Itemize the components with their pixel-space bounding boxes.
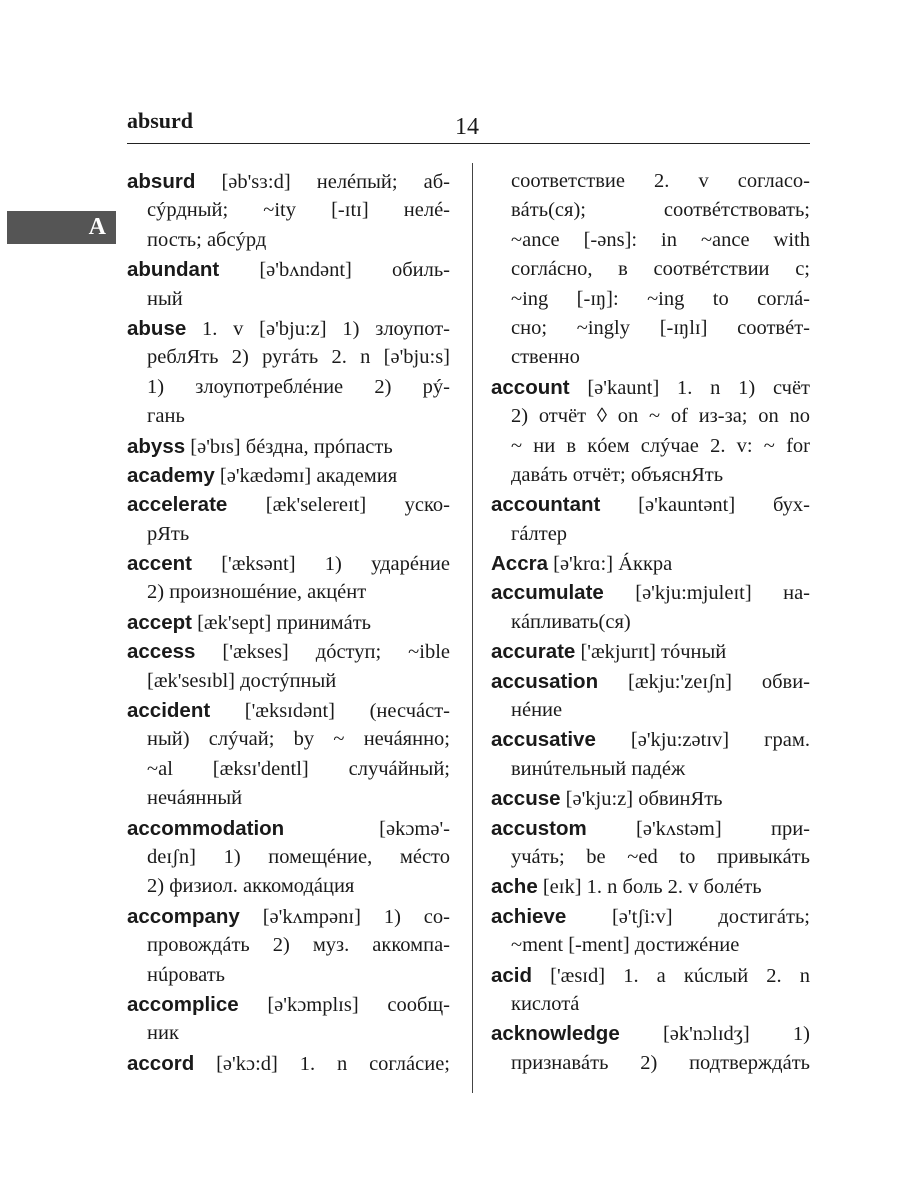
dictionary-continuation-line <box>127 226 450 255</box>
dictionary-entry-line <box>491 1019 810 1048</box>
entry-text: 2) физиол. аккомодáция <box>147 875 355 898</box>
right-column <box>491 167 810 1078</box>
entry-text: ['æsɪd] 1. a кúслый 2. n <box>532 964 810 987</box>
headword: achieve <box>491 904 567 928</box>
headword: accusative <box>491 728 596 752</box>
dictionary-entry-line <box>127 255 450 284</box>
entry-text: [ə'kædəmɪ] академия <box>214 464 398 487</box>
dictionary-entry-line <box>491 637 810 666</box>
dictionary-continuation-line <box>491 696 810 725</box>
entry-text: соответствие 2. v согласо- <box>511 170 810 192</box>
column-divider <box>472 163 473 1093</box>
headword: accompany <box>127 904 240 928</box>
dictionary-continuation-line <box>491 314 810 343</box>
thumb-index-tab: A <box>7 211 116 244</box>
dictionary-entry-line <box>491 373 810 402</box>
headword: access <box>127 640 196 664</box>
headword: acknowledge <box>491 1022 620 1046</box>
dictionary-continuation-line <box>127 755 450 784</box>
headword: accent <box>127 552 192 576</box>
entry-text: ['ækjurɪt] тóчный <box>575 641 727 664</box>
dictionary-continuation-line <box>491 755 810 784</box>
dictionary-entry-line <box>127 902 450 931</box>
entry-text: ственно <box>511 346 580 369</box>
entry-text: [ə'kju:mjuleɪt] на- <box>603 582 810 605</box>
headword: accountant <box>491 493 601 517</box>
entry-text: ['ækses] дóступ; ~ible <box>195 641 450 664</box>
page-number: 14 <box>455 114 479 140</box>
entry-text: [əkɔmə'- <box>284 817 450 840</box>
dictionary-continuation-line <box>127 1019 450 1048</box>
entry-text: учáть; be ~ed to привыкáть <box>511 845 810 868</box>
entry-text: [ə'kauntənt] бух- <box>600 494 810 517</box>
entry-text: ~ ни в кóем слýчае 2. v: ~ for <box>511 434 810 457</box>
entry-text: ~ing [-ɪŋ]: ~ing to соглá- <box>511 287 810 310</box>
entry-text: 2) произношéние, акцéнт <box>147 581 367 604</box>
dictionary-entry-line <box>491 872 810 901</box>
dictionary-continuation-line <box>491 285 810 314</box>
entry-text: 1. v [ə'bju:z] 1) злоупот- <box>186 317 450 340</box>
entry-text: [ə'bʌndənt] обиль- <box>219 259 450 282</box>
headword: abuse <box>127 316 187 340</box>
entry-text: пость; абсýрд <box>147 228 267 251</box>
entry-text: [ək'nɔlɪdʒ] 1) <box>619 1023 810 1046</box>
dictionary-continuation-line <box>127 578 450 607</box>
dictionary-continuation-line <box>491 990 810 1019</box>
entry-text: [ə'kʌmpənɪ] 1) со- <box>239 905 450 928</box>
dictionary-continuation-line <box>127 373 450 402</box>
dictionary-entry-line <box>491 784 810 813</box>
dictionary-continuation-line <box>491 608 810 637</box>
entry-text: сýрдный; ~ity [-ɪtɪ] нелé- <box>147 199 450 222</box>
entry-text: кáпливать(ся) <box>511 610 631 633</box>
dictionary-continuation-line <box>491 226 810 255</box>
entry-text: [əb'sɜ:d] нелéпый; аб- <box>195 171 450 193</box>
entry-text: 1) злоупотреблéние 2) рý- <box>147 375 450 398</box>
running-head-guide-word: absurd <box>127 108 194 133</box>
entry-text: вáть(ся); соотвéтствовать; <box>511 199 810 222</box>
headword: Accra <box>491 552 548 576</box>
entry-text: ный <box>147 287 183 310</box>
entry-text: [eɪk] 1. n боль 2. v болéть <box>537 876 762 899</box>
dictionary-entry-line <box>127 461 450 490</box>
headword: account <box>491 375 570 399</box>
dictionary-continuation-line <box>127 285 450 314</box>
dictionary-continuation-line <box>491 461 810 490</box>
dictionary-entry-line <box>127 549 450 578</box>
entry-text: давáть отчёт; объяснЯть <box>511 463 724 486</box>
entry-text: [ə'kju:z] обвинЯть <box>560 788 723 811</box>
headword: accumulate <box>491 581 604 605</box>
entry-text: гань <box>147 405 185 428</box>
dictionary-continuation-line <box>491 402 810 431</box>
headword: accelerate <box>127 493 228 517</box>
dictionary-continuation-line <box>491 432 810 461</box>
dictionary-continuation-line <box>491 520 810 549</box>
dictionary-entry-line <box>127 1049 450 1078</box>
entry-text: соглáсно, в соотвéтствии с; <box>511 258 810 281</box>
headword: accustom <box>491 816 587 840</box>
headword: accept <box>127 610 192 634</box>
entry-text: признавáть 2) подтверждáть <box>511 1051 810 1074</box>
entry-text: нечáянный <box>147 787 243 810</box>
dictionary-entry-line <box>127 432 450 461</box>
entry-text: [ækju:'zeɪʃn] обви- <box>598 670 810 693</box>
headword: accord <box>127 1051 195 1075</box>
dictionary-continuation-line <box>491 931 810 960</box>
entry-text: ~al [æksɪ'dentl] случáйный; <box>147 757 450 780</box>
entry-text: deɪʃn] 1) помещéние, мéсто <box>147 845 450 868</box>
entry-text: рЯть <box>147 522 190 545</box>
dictionary-continuation-line <box>127 931 450 960</box>
dictionary-entry-line <box>491 549 810 578</box>
dictionary-entry-line <box>491 490 810 519</box>
entry-text: [ə'kju:zətɪv] грам. <box>595 729 810 752</box>
entry-text: [ə'kʌstəm] при- <box>586 817 810 840</box>
headword: accomplice <box>127 992 239 1016</box>
dictionary-continuation-line <box>491 196 810 225</box>
dictionary-continuation-line <box>127 343 450 372</box>
entry-text: 2) отчёт ◊ on ~ of из-за; on no <box>511 405 810 428</box>
dictionary-entry-line <box>127 167 450 196</box>
entry-text: ['æksɪdənt] (несчáст- <box>210 700 450 723</box>
entry-text: [ə'kɔmplɪs] сообщ- <box>238 993 450 1016</box>
dictionary-continuation-line <box>127 196 450 225</box>
entry-text: нúровать <box>147 963 226 986</box>
dictionary-continuation-line <box>491 343 810 372</box>
entry-text: [ə'tʃi:v] достигáть; <box>566 905 810 928</box>
dictionary-continuation-line <box>491 255 810 284</box>
dictionary-entry-line <box>491 814 810 843</box>
entry-text: [æk'sept] принимáть <box>191 611 372 634</box>
entry-text: ~ment [-ment] достижéние <box>511 934 740 957</box>
dictionary-continuation-line <box>127 872 450 901</box>
headword: ache <box>491 875 538 899</box>
entry-text: [ə'kaunt] 1. n 1) счёт <box>569 376 810 399</box>
headword: academy <box>127 463 215 487</box>
headword: accurate <box>491 640 576 664</box>
entry-text: ~ance [-əns]: in ~ance with <box>511 228 810 251</box>
entry-text: провождáть 2) муз. аккомпа- <box>147 934 450 957</box>
entry-text: [ə'bɪs] бéздна, прóпасть <box>185 435 393 458</box>
dictionary-entry-line <box>127 637 450 666</box>
headword: accident <box>127 699 211 723</box>
dictionary-continuation-line <box>127 784 450 813</box>
entry-text: сно; ~ingly [-ɪŋlɪ] соотвéт- <box>511 316 810 339</box>
dictionary-continuation-line <box>491 1049 810 1078</box>
dictionary-entry-line <box>127 696 450 725</box>
entry-text: винúтельный падéж <box>511 757 686 780</box>
entry-text: [æk'sesɪbl] достýпный <box>147 669 337 692</box>
dictionary-continuation-line <box>127 725 450 754</box>
headword: accuse <box>491 787 561 811</box>
dictionary-continuation-line <box>127 667 450 696</box>
dictionary-entry-line <box>491 902 810 931</box>
headword: absurd <box>127 170 196 193</box>
dictionary-continuation-line <box>127 402 450 431</box>
dictionary-entry-line <box>491 578 810 607</box>
entry-text: реблЯть 2) ругáть 2. n [ə'bju:s] <box>147 346 450 369</box>
left-column <box>127 167 450 1078</box>
headword: accusation <box>491 669 599 693</box>
headword: accommodation <box>127 816 285 840</box>
entry-text: [æk'selereɪt] уско- <box>227 494 450 517</box>
entry-text: кислотá <box>511 992 580 1015</box>
dictionary-continuation-line <box>127 843 450 872</box>
entry-text: ный) слýчай; by ~ нечáянно; <box>147 728 450 751</box>
entry-text: [ə'kɔ:d] 1. n соглáсие; <box>194 1052 450 1075</box>
dictionary-entry-line <box>127 314 450 343</box>
dictionary-continuation-line <box>491 843 810 872</box>
entry-text: ник <box>147 1022 179 1045</box>
entry-text: ['æksənt] 1) ударéние <box>191 553 450 576</box>
entry-text: гáлтер <box>511 522 568 545</box>
dictionary-entry-line <box>127 990 450 1019</box>
header-rule <box>127 143 810 144</box>
dictionary-entry-line <box>127 814 450 843</box>
dictionary-entry-line <box>491 725 810 754</box>
entry-text: [ə'krɑ:] Áккра <box>548 553 673 576</box>
entry-text: нéние <box>511 699 563 722</box>
dictionary-continuation-line <box>127 961 450 990</box>
dictionary-continuation-line <box>127 520 450 549</box>
dictionary-entry-line <box>127 490 450 519</box>
dictionary-continuation-line <box>491 167 810 196</box>
headword: abyss <box>127 434 186 458</box>
headword: acid <box>491 963 533 987</box>
dictionary-entry-line <box>127 608 450 637</box>
dictionary-entry-line <box>491 961 810 990</box>
dictionary-entry-line <box>491 667 810 696</box>
headword: abundant <box>127 258 220 282</box>
